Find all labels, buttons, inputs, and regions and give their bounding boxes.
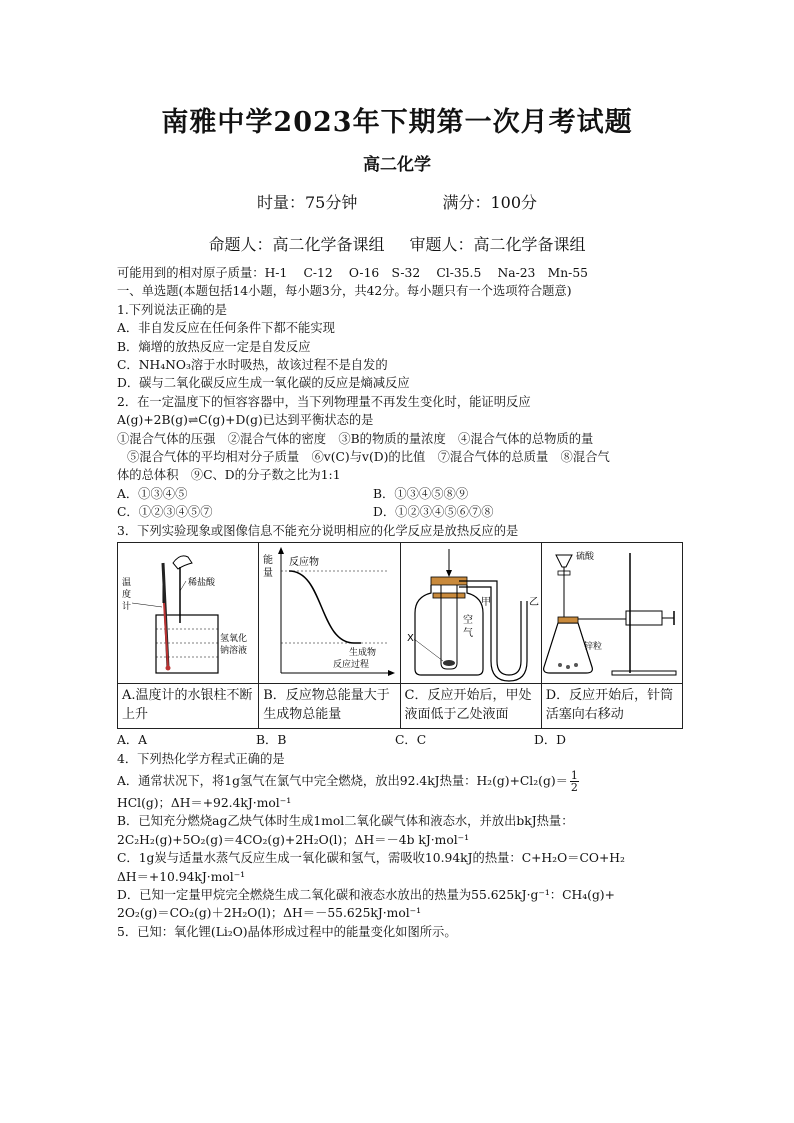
jia-label: 甲 <box>480 597 491 609</box>
experiment-table <box>117 542 683 729</box>
thermometer-label-3: 计 <box>122 602 132 613</box>
acid-label: 稀盐酸 <box>188 578 216 589</box>
option-a <box>117 768 687 794</box>
exam-body <box>117 264 687 941</box>
product-label: 生成物 <box>349 648 377 659</box>
u-tube-diagram <box>401 543 541 683</box>
question-5 <box>117 923 687 941</box>
option-b: B．已知充分燃烧ag乙炔气体时生成1mol二氧化碳气体和液态水，并放出bkJ热量： <box>117 814 574 829</box>
option-a: A．A <box>117 733 148 748</box>
exam-authors <box>0 232 794 255</box>
author-label: 命题人：高二化学备课组 <box>208 235 385 254</box>
option-c: C．NH₄NO₃溶于水时吸热，故该过程不是自发的 <box>117 358 388 373</box>
fraction-numerator: 1 <box>570 768 578 782</box>
section-heading: 一、单选题(本题包括14小题，每小题3分，共42分。每小题只有一个选项符合题意) <box>117 284 572 299</box>
syringe-flask-diagram <box>542 543 682 683</box>
caption-a: A.温度计的水银柱不断上升 <box>118 684 259 729</box>
x-label: X <box>406 633 414 645</box>
figure-a <box>118 543 259 684</box>
option-d: D．碳与二氧化碳反应生成一氧化碳的反应是熵减反应 <box>117 376 410 391</box>
thermometer-label-1: 温 <box>122 578 132 589</box>
y-axis-label-1: 能 <box>263 555 274 567</box>
caption-c: C．反应开始后，甲处液面低于乙处液面 <box>400 684 541 729</box>
option-row <box>117 503 687 521</box>
y-axis-label-2: 量 <box>263 568 274 580</box>
reviewer-label: 审题人：高二化学备课组 <box>409 235 586 254</box>
thermometer-beaker-diagram <box>118 543 258 683</box>
score-label: 满分：100分 <box>442 193 537 212</box>
yi-label: 乙 <box>528 597 539 609</box>
option-c: C．1g炭与适量水蒸气反应生成一氧化碳和氢气，需吸收10.94kJ的热量：C+H₂O＝CO+H₂ <box>117 851 625 866</box>
exam-title: 南雅中学2023年下期第一次月考试题 <box>161 107 633 138</box>
x-axis-label: 反应过程 <box>333 660 370 671</box>
figure-c <box>400 543 541 684</box>
exam-time-score <box>0 190 794 213</box>
question-2 <box>117 393 687 522</box>
energy-diagram <box>259 543 399 683</box>
question-1 <box>117 301 687 393</box>
reactant-label: 反应物 <box>289 557 320 569</box>
option-row <box>117 485 687 503</box>
option-d: D．①②③④⑤⑥⑦⑧ <box>373 505 494 520</box>
question-stem: 2．在一定温度下的恒容容器中，当下列物理量不再发生变化时，能证明反应 <box>117 394 531 409</box>
option-row <box>117 731 687 749</box>
time-label: 时量：75分钟 <box>256 193 358 212</box>
caption-d: D．反应开始后，针筒活塞向右移动 <box>541 684 682 729</box>
condition-list: 体的总体积 ⑨C、D的分子数之比为1:1 <box>117 468 341 483</box>
acid-label: 硫酸 <box>575 552 594 563</box>
option-d: D．D <box>534 733 567 748</box>
question-4 <box>117 750 687 923</box>
option-c-cont: ΔH＝+10.94kJ·mol⁻¹ <box>117 869 246 884</box>
base-label-2: 钠溶液 <box>220 646 248 657</box>
air-label-1: 空 <box>462 615 473 627</box>
option-a-cont: HCl(g)；ΔH＝+92.4kJ·mol⁻¹ <box>117 795 292 810</box>
figure-b <box>259 543 400 684</box>
question-stem: 3．下列实验现象或图像信息不能充分说明相应的化学反应是放热反应的是 <box>117 523 519 538</box>
condition-list: ①混合气体的压强 ②混合气体的密度 ③B的物质的量浓度 ④混合气体的总物质的量 <box>117 431 594 446</box>
figure-d <box>541 543 682 684</box>
condition-list: ⑤混合气体的平均相对分子质量 ⑥v(C)与v(D)的比值 ⑦混合气体的总质量 ⑧混合气 <box>127 450 610 465</box>
option-a: A．①③④⑤ <box>117 486 188 501</box>
thermometer-label-2: 度 <box>122 590 132 601</box>
fraction <box>570 770 579 793</box>
reaction-equation: A(g)+2B(g)⇌C(g)+D(g)已达到平衡状态的是 <box>117 413 374 428</box>
option-c: C．①②③④⑤⑦ <box>117 505 213 520</box>
question-stem: 1.下列说法正确的是 <box>117 302 228 317</box>
option-d-cont: 2O₂(g)＝CO₂(g)＋2H₂O(l)；ΔH＝－55.625kJ·mol⁻¹ <box>117 906 422 921</box>
option-a: A．非自发反应在任何条件下都不能实现 <box>117 321 335 336</box>
option-b: B．①③④⑤⑧⑨ <box>373 486 469 501</box>
question-3 <box>117 522 687 750</box>
caption-b: B．反应物总能量大于生成物总能量 <box>259 684 400 729</box>
base-label-1: 氢氧化 <box>220 634 248 645</box>
atomic-masses: 可能用到的相对原子质量：H-1 C-12 O-16 S-32 Cl-35.5 Na-23 Mn-55 <box>117 266 588 280</box>
option-d: D．已知一定量甲烷完全燃烧生成二氧化碳和液态水放出的热量为55.625kJ·g⁻¹：CH₄(g)+ <box>117 887 615 902</box>
option-a-text: A．通常状况下，将1g氢气在氯气中完全燃烧，放出92.4kJ热量：H₂(g)+Cl₂(g)＝ <box>117 773 568 788</box>
air-label-2: 气 <box>462 628 473 640</box>
option-b: B．熵增的放热反应一定是自发反应 <box>117 339 311 354</box>
option-b-cont: 2C₂H₂(g)+5O₂(g)＝4CO₂(g)+2H₂O(l)；ΔH＝－4b kJ·mol⁻¹ <box>117 832 470 847</box>
question-stem: 5．已知：氧化锂(Li₂O)晶体形成过程中的能量变化如图所示。 <box>117 924 457 939</box>
question-stem: 4．下列热化学方程式正确的是 <box>117 751 285 766</box>
fraction-denominator: 2 <box>570 780 578 794</box>
exam-subtitle: 高二化学 <box>363 155 431 175</box>
option-c: C．C <box>395 733 427 748</box>
option-b: B．B <box>256 733 287 748</box>
zinc-label: 锌粒 <box>583 642 602 653</box>
